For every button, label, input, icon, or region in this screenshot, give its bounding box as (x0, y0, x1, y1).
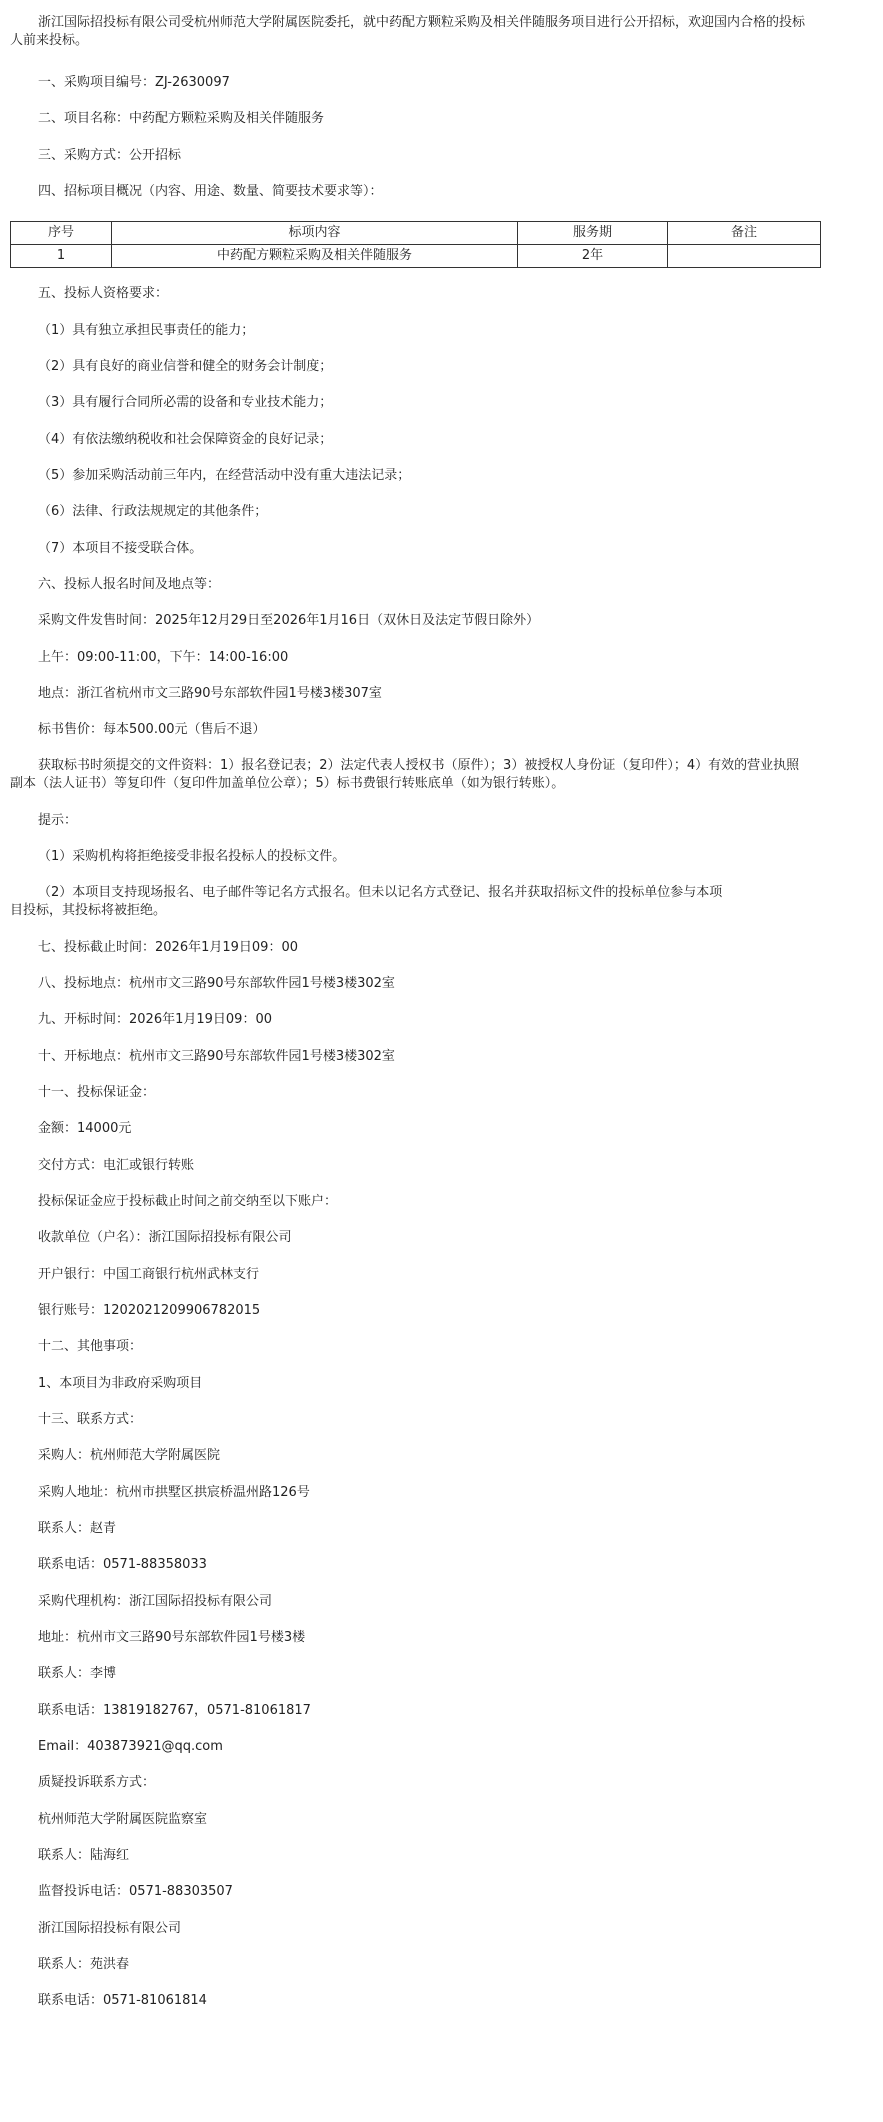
bid-items-table (10, 221, 821, 268)
section-bid-location: 八、投标地点：杭州市文三路90号东部软件园1号楼3楼302室 (38, 976, 395, 991)
payment-method: 交付方式：电汇或银行转账 (38, 1158, 195, 1173)
complaint-org: 杭州师范大学附属医院监察室 (38, 1812, 208, 1827)
section-bid-deadline: 七、投标截止时间：2026年1月19日09：00 (38, 940, 298, 955)
complaint-contact: 联系人：陆海红 (38, 1848, 130, 1863)
deposit-note: 投标保证金应于投标截止时间之前交纳至以下账户： (38, 1194, 338, 1209)
column-header: 序号 (11, 222, 112, 245)
agency-email: Email：403873921@qq.com (38, 1739, 223, 1754)
section-registration: 六、投标人报名时间及地点等： (38, 577, 221, 592)
agency-name: 采购代理机构：浙江国际招投标有限公司 (38, 1594, 273, 1609)
agency-phone: 联系电话：13819182767，0571-81061817 (38, 1703, 311, 1718)
purchaser-phone: 联系电话：0571-88358033 (38, 1557, 207, 1572)
section-contact: 十三、联系方式： (38, 1412, 143, 1427)
deposit-amount: 金额：14000元 (38, 1121, 132, 1136)
document-price: 标书售价：每本500.00元（售后不退） (38, 722, 266, 737)
table-cell-index: 1 (11, 245, 112, 268)
hint-item: （1）采购机构将拒绝接受非报名投标人的投标文件。 (38, 849, 346, 864)
section-opening-time: 九、开标时间：2026年1月19日09：00 (38, 1012, 272, 1027)
complaint-contact: 联系人：苑洪春 (38, 1957, 130, 1972)
purchaser-name: 采购人：杭州师范大学附属医院 (38, 1448, 221, 1463)
column-header: 服务期 (518, 222, 668, 245)
complaint-org: 浙江国际招投标有限公司 (38, 1921, 182, 1936)
table-cell-content: 中药配方颗粒采购及相关伴随服务 (112, 245, 518, 268)
section-procurement-method: 三、采购方式：公开招标 (38, 148, 182, 163)
bank-account: 银行账号：1202021209906782015 (38, 1303, 261, 1318)
purchaser-address: 采购人地址：杭州市拱墅区拱宸桥温州路126号 (38, 1485, 310, 1500)
purchaser-contact: 联系人：赵青 (38, 1521, 117, 1536)
column-header: 标项内容 (112, 222, 518, 245)
required-documents: 获取标书时须提交的文件资料：1）报名登记表；2）法定代表人授权书（原件）；3）被授权人身份证（复印件）；4）有效的营业执照副本（法人证书）等复印件（复印件加盖单位公章）；5）标书费银行转账底单（如为银行转账）。 (10, 758, 800, 791)
agency-address: 地址：杭州市文三路90号东部软件园1号楼3楼 (38, 1630, 306, 1645)
section-bid-deposit: 十一、投标保证金： (38, 1085, 156, 1100)
section-other: 十二、其他事项： (38, 1339, 143, 1354)
qualification-item: （3）具有履行合同所必需的设备和专业技术能力； (38, 395, 333, 410)
section-opening-location: 十、开标地点：杭州市文三路90号东部软件园1号楼3楼302室 (38, 1049, 395, 1064)
qualification-item: （1）具有独立承担民事责任的能力； (38, 323, 255, 338)
registration-location: 地点：浙江省杭州市文三路90号东部软件园1号楼3楼307室 (38, 686, 382, 701)
other-item: 1、本项目为非政府采购项目 (38, 1376, 203, 1391)
section-qualifications: 五、投标人资格要求： (38, 286, 169, 301)
hint-title: 提示： (38, 813, 78, 828)
qualification-item: （6）法律、行政法规规定的其他条件； (38, 504, 268, 519)
office-hours: 上午：09:00-11:00，下午：14:00-16:00 (38, 650, 289, 665)
column-header: 备注 (668, 222, 821, 245)
agency-contact: 联系人：李博 (38, 1666, 117, 1681)
qualification-item: （7）本项目不接受联合体。 (38, 541, 203, 556)
sale-time: 采购文件发售时间：2025年12月29日至2026年1月16日（双休日及法定节假日除外） (38, 613, 540, 628)
complaint-phone: 联系电话：0571-81061814 (38, 1993, 207, 2008)
table-cell-period: 2年 (518, 245, 668, 268)
table-cell-note (668, 245, 821, 268)
hint-item: （2）本项目支持现场报名、电子邮件等记名方式报名。但未以记名方式登记、报名并获取招标文件的投标单位参与本项目投标，其投标将被拒绝。 (10, 885, 723, 918)
section-project-number: 一、采购项目编号：ZJ-2630097 (38, 75, 230, 90)
qualification-item: （2）具有良好的商业信誉和健全的财务会计制度； (38, 359, 333, 374)
table-row (11, 245, 821, 268)
section-project-name: 二、项目名称：中药配方颗粒采购及相关伴随服务 (38, 111, 325, 126)
section-project-overview: 四、招标项目概况（内容、用途、数量、简要技术要求等）： (38, 184, 383, 199)
table-header-row (11, 222, 821, 245)
intro-paragraph: 浙江国际招投标有限公司受杭州师范大学附属医院委托，就中药配方颗粒采购及相关伴随服务项目进行公开招标，欢迎国内合格的投标人前来投标。 (10, 15, 806, 48)
payee-name: 收款单位（户名）：浙江国际招投标有限公司 (38, 1230, 292, 1245)
complaint-title: 质疑投诉联系方式： (38, 1775, 156, 1790)
complaint-phone: 监督投诉电话：0571-88303507 (38, 1884, 233, 1899)
qualification-item: （4）有依法缴纳税收和社会保障资金的良好记录； (38, 432, 333, 447)
bank-name: 开户银行：中国工商银行杭州武林支行 (38, 1267, 260, 1282)
qualification-item: （5）参加采购活动前三年内，在经营活动中没有重大违法记录； (38, 468, 411, 483)
